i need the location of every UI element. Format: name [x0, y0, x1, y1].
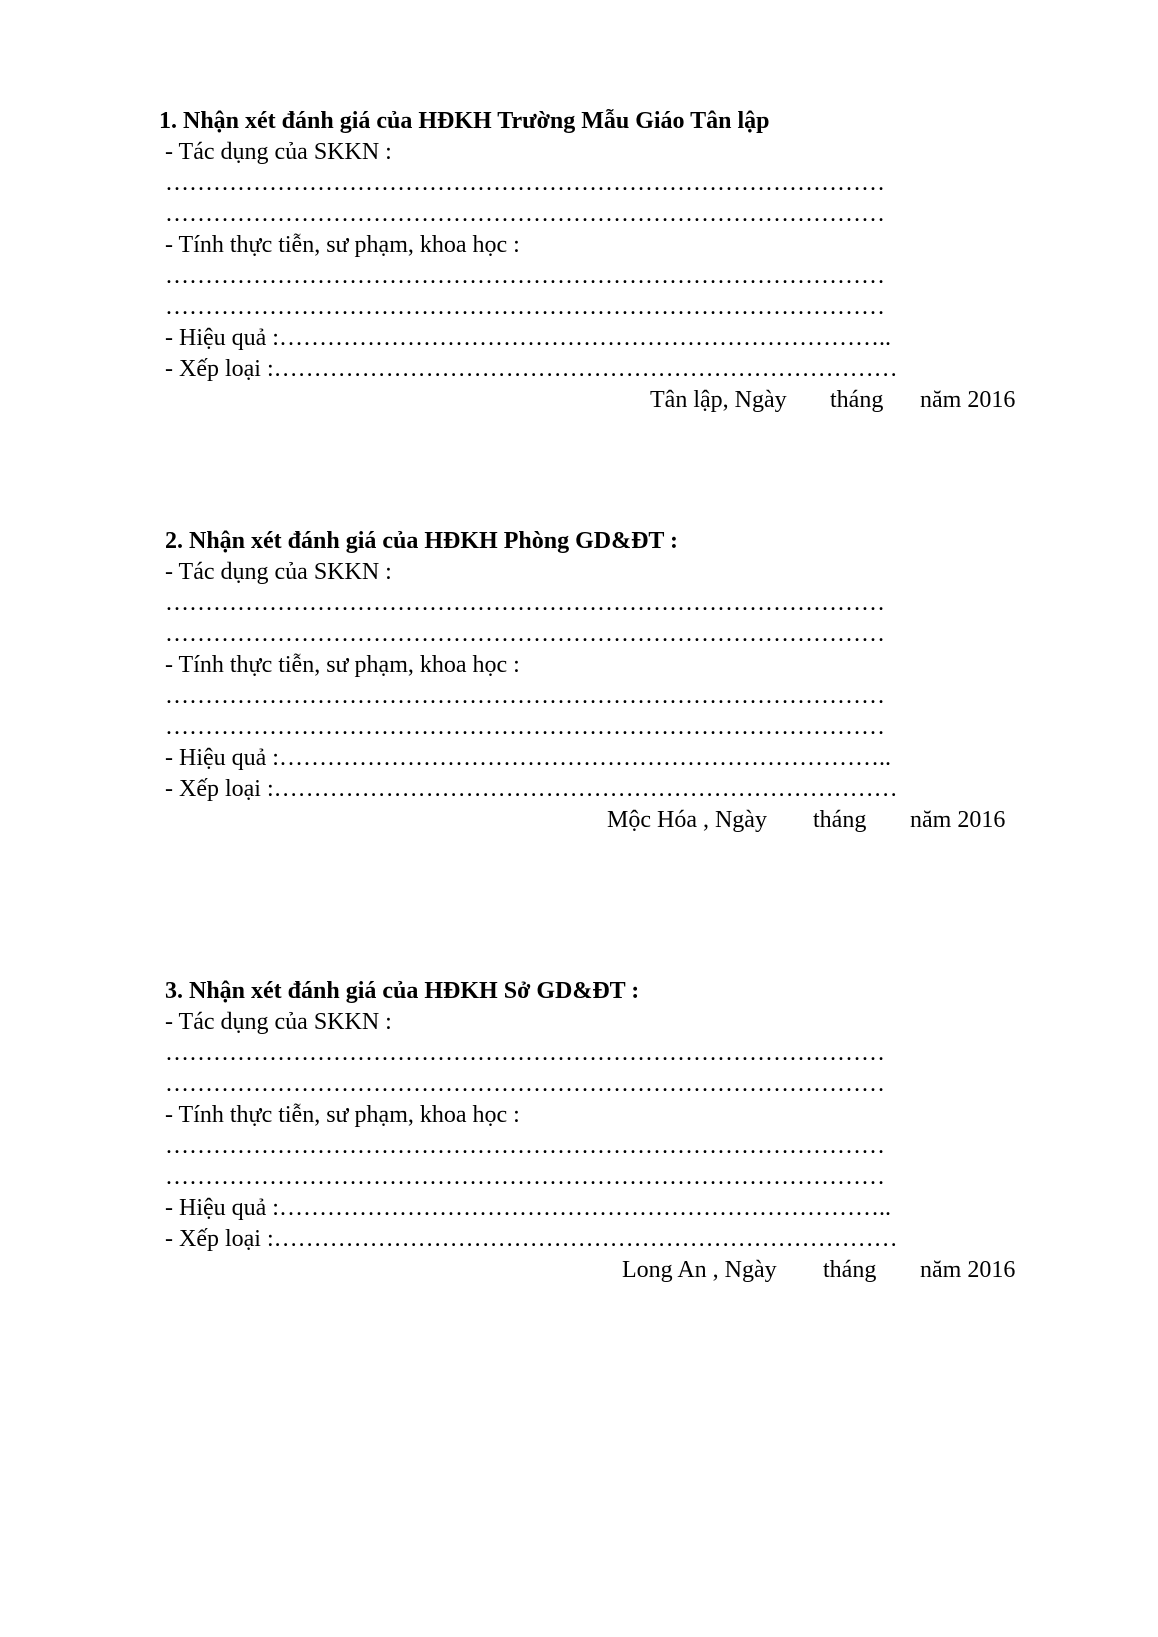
tinh-thuc-tien-label: - Tính thực tiễn, sư phạm, khoa học : [165, 1102, 520, 1128]
hieu-qua-line: - Hiệu quả :………………………………………………………………….. [165, 325, 891, 351]
dotted-answer-line: ……………………………………………………………………………… [165, 1164, 885, 1190]
xep-loai-line: - Xếp loại :…………………………………………………………………… [165, 1226, 898, 1252]
dotted-answer-line: ……………………………………………………………………………… [165, 683, 885, 709]
evaluation-section-province [165, 976, 1070, 1286]
dotted-answer-line: ……………………………………………………………………………… [165, 201, 885, 227]
section-heading: 2. Nhận xét đánh giá của HĐKH Phòng GD&ĐT : [165, 528, 678, 554]
date-place: Tân lập, Ngày [650, 387, 787, 413]
section-heading: 3. Nhận xét đánh giá của HĐKH Sở GD&ĐT : [165, 978, 640, 1004]
tac-dung-label: - Tác dụng của SKKN : [165, 1009, 392, 1035]
date-line [165, 385, 1070, 416]
date-year: năm 2016 [910, 807, 1006, 833]
dotted-answer-line: ……………………………………………………………………………… [165, 170, 885, 196]
dotted-answer-line: ……………………………………………………………………………… [165, 1071, 885, 1097]
dotted-answer-line: ……………………………………………………………………………… [165, 590, 885, 616]
dotted-answer-line: ……………………………………………………………………………… [165, 1040, 885, 1066]
date-line [165, 805, 1070, 836]
date-year: năm 2016 [920, 387, 1016, 413]
tac-dung-label: - Tác dụng của SKKN : [165, 559, 392, 585]
xep-loai-line: - Xếp loại :…………………………………………………………………… [165, 356, 898, 382]
date-place: Mộc Hóa , Ngày [607, 807, 767, 833]
date-place: Long An , Ngày [622, 1257, 777, 1283]
tinh-thuc-tien-label: - Tính thực tiễn, sư phạm, khoa học : [165, 652, 520, 678]
dotted-answer-line: ……………………………………………………………………………… [165, 714, 885, 740]
date-year: năm 2016 [920, 1257, 1016, 1283]
tinh-thuc-tien-label: - Tính thực tiễn, sư phạm, khoa học : [165, 232, 520, 258]
hieu-qua-line: - Hiệu quả :………………………………………………………………….. [165, 745, 891, 771]
date-month: tháng [813, 807, 867, 833]
dotted-answer-line: ……………………………………………………………………………… [165, 1133, 885, 1159]
dotted-answer-line: ……………………………………………………………………………… [165, 621, 885, 647]
section-heading: 1. Nhận xét đánh giá của HĐKH Trường Mẫu Giáo Tân lập [159, 108, 770, 134]
evaluation-section-department [165, 526, 1070, 836]
date-month: tháng [823, 1257, 877, 1283]
date-month: tháng [830, 387, 884, 413]
tac-dung-label: - Tác dụng của SKKN : [165, 139, 392, 165]
evaluation-section-school [159, 106, 1070, 416]
dotted-answer-line: ……………………………………………………………………………… [165, 294, 885, 320]
date-line [165, 1255, 1070, 1286]
xep-loai-line: - Xếp loại :…………………………………………………………………… [165, 776, 898, 802]
dotted-answer-line: ……………………………………………………………………………… [165, 263, 885, 289]
hieu-qua-line: - Hiệu quả :………………………………………………………………….. [165, 1195, 891, 1221]
